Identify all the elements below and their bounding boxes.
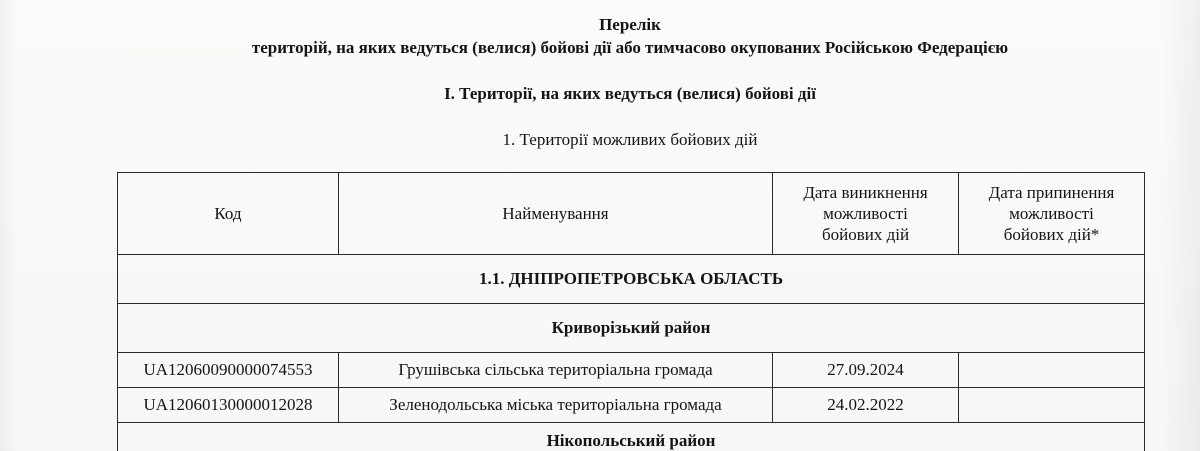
header-end-date [959, 173, 1145, 255]
header-code: Код [118, 173, 339, 255]
document-title: Перелік [599, 15, 661, 34]
row-name: Зеленодольська міська територіальна громада [339, 388, 773, 423]
page-left-shadow [0, 0, 18, 451]
row-end-date [959, 353, 1145, 388]
row-end-date [959, 388, 1145, 423]
document-subtitle: територій, на яких ведуться (велися) бойові дії або тимчасово окупованих Російською Федерацією [251, 38, 1009, 57]
rayon-row [118, 304, 1145, 353]
header-end-line1: Дата припинення [988, 183, 1115, 202]
header-start-date [773, 173, 959, 255]
territories-table [117, 172, 1145, 451]
row-start-date: 27.09.2024 [773, 353, 959, 388]
row-code: UA12060090000074553 [118, 353, 339, 388]
table-header-row [118, 173, 1145, 255]
section-title: I. Території, на яких ведуться (велися) бойові дії [444, 84, 816, 103]
rayon-heading: Криворізький район [118, 304, 1145, 353]
row-start-date: 24.02.2022 [773, 388, 959, 423]
table-row [118, 353, 1145, 388]
row-code: UA12060130000012028 [118, 388, 339, 423]
oblast-heading: 1.1. ДНІПРОПЕТРОВСЬКА ОБЛАСТЬ [118, 255, 1145, 304]
row-name: Грушівська сільська територіальна громада [339, 353, 773, 388]
rayon-heading: Нікопольський район [118, 423, 1145, 451]
subsection-title: 1. Території можливих бойових дій [502, 130, 758, 149]
header-end-line2: можливості [1009, 204, 1094, 223]
oblast-row [118, 255, 1145, 304]
rayon-row [118, 423, 1145, 451]
header-name: Найменування [339, 173, 773, 255]
header-start-line2: можливості [823, 204, 908, 223]
header-end-line3: бойових дій* [1003, 225, 1100, 244]
table-row [118, 388, 1145, 423]
header-start-line3: бойових дій [821, 225, 910, 244]
page-edge-shadow [1160, 0, 1200, 451]
header-start-line1: Дата виникнення [803, 183, 928, 202]
